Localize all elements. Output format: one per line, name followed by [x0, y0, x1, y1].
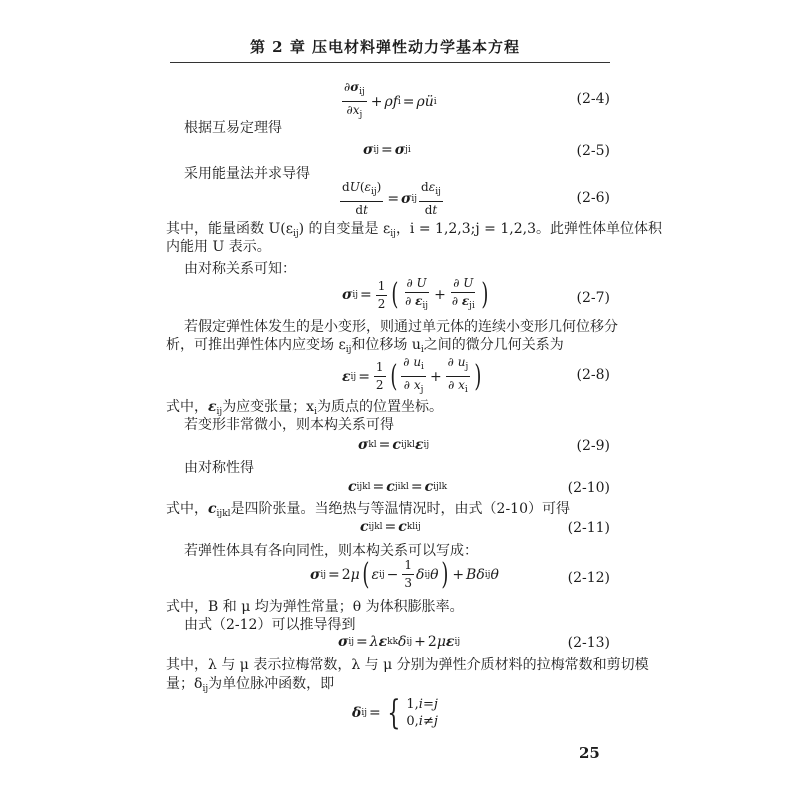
paragraph-strain-tensor: 式中，$\varepsilon_{ij}$为应变张量；$x_i$为质点的位置坐标。 [166, 399, 443, 417]
paragraph-line: 内能用 U 表示。 [166, 239, 271, 255]
equation-number-2-4: (2-4) [576, 91, 610, 107]
equation-kronecker-delta: δ ij = { 1,i=j 0,i≠j [352, 693, 438, 733]
paragraph: 根据互易定理得 [184, 120, 282, 136]
paragraph: 采用能量法并求导得 [184, 166, 310, 182]
equation-2-4: $\frac{\partial\sigma_{ij}}{\partial x_j}$ + ρf i = ρ ü i [344, 80, 437, 120]
paragraph: 由对称关系可知： [184, 261, 296, 277]
equation-2-13: σ ij = λ ε kk δ ij + 2 μ ε ij [338, 634, 461, 650]
paragraph: 式中，B 和 μ 均为弹性常量；θ 为体积膨胀率。 [166, 599, 464, 615]
running-head: 第 2 章 压电材料弹性动力学基本方程 [249, 38, 521, 56]
paragraph-line: 若假定弹性体发生的是小变形，则通过单元体的连续小变形几何位移分 [184, 319, 618, 335]
equation-2-12: σ ij = 2 μ ( ε ij − $\frac{1}{3}$ δ ij θ ) + Bδ ij θ [310, 556, 499, 592]
equation-2-9: σ kl = c ijkl ε ij [358, 437, 430, 453]
paragraph-unit-impulse: 量；$\delta_{ij}$为单位脉冲函数，即 [166, 676, 335, 694]
equation-number-2-7: (2-7) [576, 290, 610, 306]
equation-number-2-9: (2-9) [576, 438, 610, 454]
equation-2-6: $\frac{dU(\varepsilon_{ij})}{dt}$ = σ ij $\frac{d\varepsilon_{ij}}{dt}$ [342, 180, 441, 217]
equation-number-2-10: (2-10) [567, 480, 610, 496]
paragraph: 若弹性体具有各向同性，则本构关系可以写成： [184, 543, 478, 559]
equation-number-2-12: (2-12) [567, 570, 610, 586]
paragraph-energy-function: 其中，能量函数 $U(\varepsilon_{ij})$ 的自变量是 $\varepsilon_{ij}$，i = 1,2,3;j = 1,2,3。此弹性体单位体积 [166, 221, 662, 239]
equation-number-2-6: (2-6) [576, 190, 610, 206]
equation-2-5: σ ij = σ ji [363, 142, 411, 158]
page-number: 25 [579, 744, 600, 762]
paragraph: 由对称性得 [184, 460, 254, 476]
paragraph: 由式（2-12）可以推导得到 [184, 617, 356, 633]
equation-2-8: ε ij = $\frac{1}{2}$ ( $\frac{\partial u_i}{\partial x_j}$ + $\frac{\partial u_j}{\partial x_i}$ ) [342, 355, 482, 395]
equation-2-7: σ ij = $\frac{1}{2}$ ( $\frac{\partial U}{\partial \varepsilon_{ij}}$ + $\frac{\partial U}{\partial \varepsilon_{ji}}$ ) [342, 276, 489, 312]
equation-number-2-11: (2-11) [567, 520, 610, 536]
equation-number-2-13: (2-13) [567, 635, 610, 651]
header-rule [170, 62, 610, 63]
equation-2-10: c ijkl = c jikl = c ijlk [348, 479, 448, 495]
equation-number-2-8: (2-8) [576, 367, 610, 383]
paragraph-strain-displacement: 析，可推出弹性体内应变场 $\varepsilon_{ij}$和位移场 $u_i$之间的微分几何关系为 [166, 337, 564, 355]
paragraph-line: 其中，λ 与 μ 表示拉梅常数，λ 与 μ 分别为弹性介质材料的拉梅常数和剪切模 [166, 657, 649, 673]
equation-2-11: c ijkl = c klij [360, 519, 421, 535]
paragraph: 若变形非常微小，则本构关系可得 [184, 417, 394, 433]
equation-number-2-5: (2-5) [576, 143, 610, 159]
paragraph-fourth-order-tensor: 式中，$c_{ijkl}$是四阶张量。当绝热与等温情况时，由式（2-10）可得 [166, 501, 570, 519]
